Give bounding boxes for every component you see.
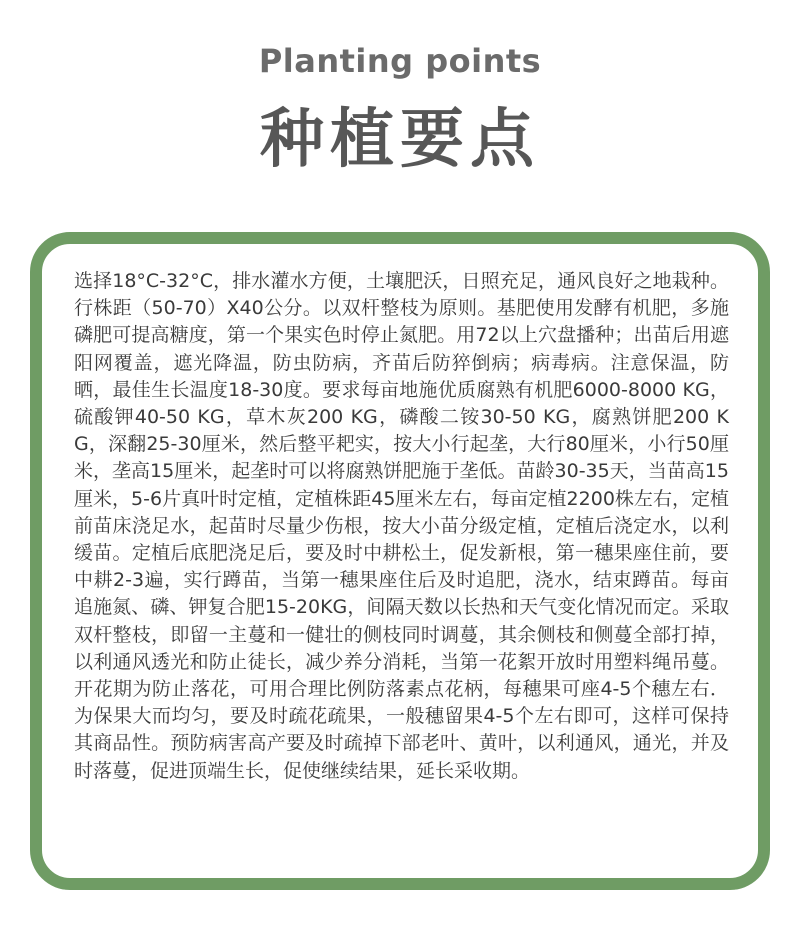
page-title: 种植要点 bbox=[260, 103, 540, 177]
english-subtitle: Planting points bbox=[258, 42, 542, 80]
planting-instructions-text: 选择18°C-32°C，排水灌水方便，土壤肥沃，日照充足，通风良好之地栽种。行株距（50-70）X40公分。以双杆整枝为原则。基肥使用发酵有机肥，多施磷肥可提高糖度，第一个果实色时停止氮肥。用72以上穴盘播种；出苗后用遮阳网覆盖，遮光降温，防虫防病，齐苗后防猝倒病；病毒病。注意保温，防晒，最佳生长温度18-30度。要求每亩地施优质腐熟有机肥6000-8000 KG，硫酸钾40-50 KG，草木灰200 KG，磷酸二铵30-50 KG，腐熟饼肥200 KG，深翻25-30厘米，然后整平耙实，按大小行起垄，大行80厘米，小行50厘米，垄高15厘米，起垄时可以将腐熟饼肥施于垄低。苗龄30-35天，当苗高15厘米，5-6片真叶时定植，定植株距45厘米左右，每亩定植2200株左右，定植前苗床浇足水，起苗时尽量少伤根，按大小苗分级定植，定植后浇定水，以利缓苗。定植后底肥浇足后，要及时中耕松土，促发新根，第一穗果座住前，要中耕2-3遍，实行蹲苗，当第一穗果座住后及时追肥，浇水，结束蹲苗。每亩追施氮、磷、钾复合肥15-20KG，间隔天数以长热和天气变化情况而定。采取双杆整枝，即留一主蔓和一健壮的侧枝同时调蔓，其余侧枝和侧蔓全部打掉，以利通风透光和防止徒长，减少养分消耗，当第一花絮开放时用塑料绳吊蔓。开花期为防止落花，可用合理比例防落素点花柄，每穗果可座4-5个穗左右．为保果大而均匀，要及时疏花疏果，一般穗留果4-5个左右即可，这样可保持其商品性。预防病害高产要及时疏掉下部老叶、黄叶，以利通风，通光，并及时落蔓，促进顶端生长，促使继续结果，延长采收期。 bbox=[74, 270, 729, 782]
content-card bbox=[30, 232, 770, 890]
